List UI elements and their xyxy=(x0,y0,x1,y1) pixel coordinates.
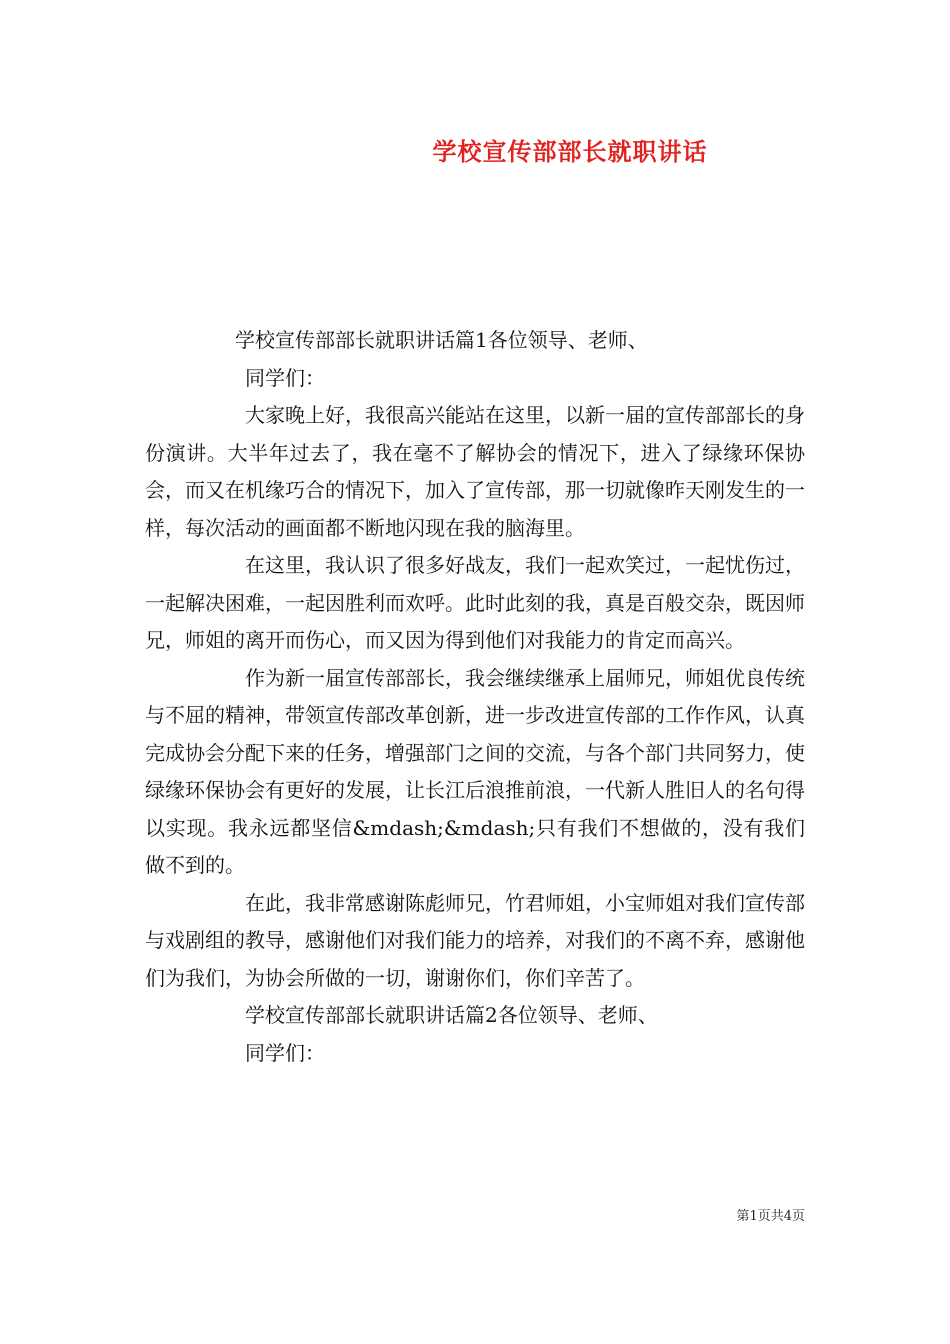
paragraph-3: 作为新一届宣传部部长，我会继续继承上届师兄，师姐优良传统与不屈的精神，带领宣传部改革创新，进一步改进宣传部的工作作风，认真完成协会分配下来的任务，增强部门之间的交流，与各个部门共同努力，使绿缘环保协会有更好的发展，让长江后浪推前浪，一代新人胜旧人的名句得以实现。我永远都坚信&mdash;&mdash;只有我们不想做的，没有我们做不到的。 xyxy=(145,665,805,877)
document-title: 学校宣传部部长就职讲话 xyxy=(432,137,708,166)
section-heading-2: 学校宣传部部长就职讲话篇2各位领导、老师、 xyxy=(245,1003,658,1027)
section-heading-1: 学校宣传部部长就职讲话篇1各位领导、老师、 xyxy=(235,328,648,352)
paragraph-4: 在此，我非常感谢陈彪师兄，竹君师姐，小宝师姐对我们宣传部与戏剧组的教导，感谢他们对我们能力的培养，对我们的不离不弃，感谢他们为我们，为协会所做的一切，谢谢你们，你们辛苦了。 xyxy=(145,890,805,990)
page-number-footer: 第1页共4页 xyxy=(736,1209,805,1224)
document-body xyxy=(145,322,805,1072)
salutation-2: 同学们： xyxy=(245,1040,325,1065)
salutation-1: 同学们： xyxy=(245,365,325,390)
paragraph-1: 大家晚上好，我很高兴能站在这里，以新一届的宣传部部长的身份演讲。大半年过去了，我在毫不了解协会的情况下，进入了绿缘环保协会，而又在机缘巧合的情况下，加入了宣传部，那一切就像昨天刚发生的一样，每次活动的画面都不断地闪现在我的脑海里。 xyxy=(145,403,805,540)
paragraph-2: 在这里，我认识了很多好战友，我们一起欢笑过，一起忧伤过，一起解决困难，一起因胜利而欢呼。此时此刻的我，真是百般交杂，既因师兄，师姐的离开而伤心，而又因为得到他们对我能力的肯定而高兴。 xyxy=(145,553,805,652)
